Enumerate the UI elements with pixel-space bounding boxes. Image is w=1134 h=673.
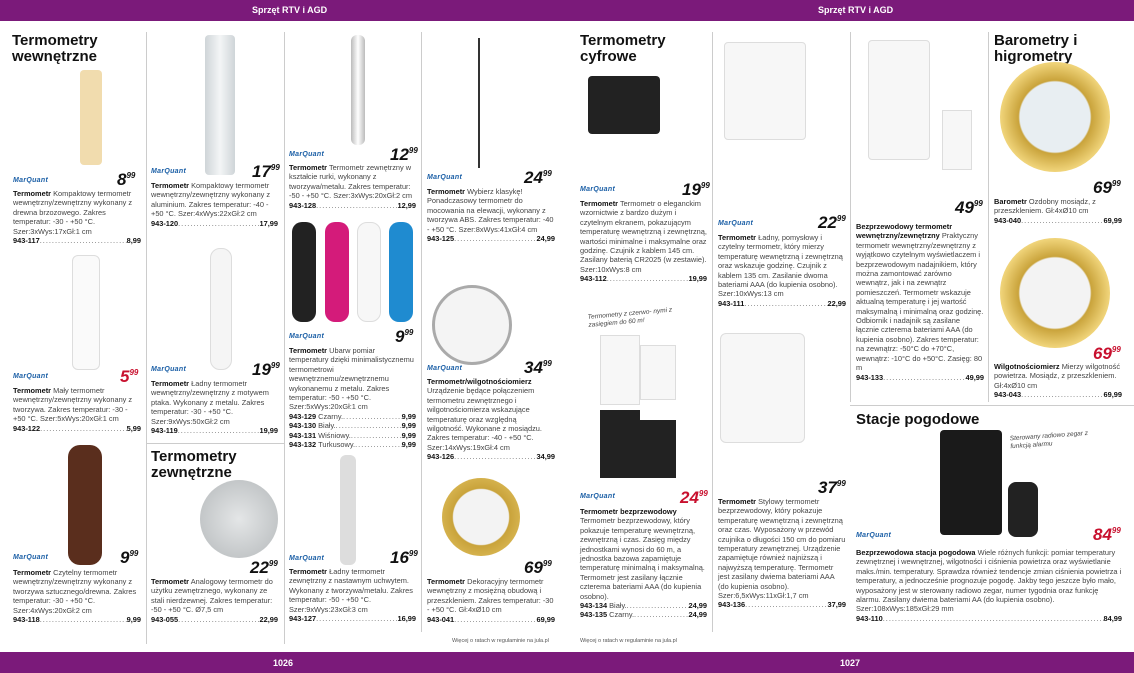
price-tag: $5^{99}$ [120, 367, 139, 386]
brand-logo: MarQuant [151, 168, 187, 175]
wireless-base-black-image [640, 420, 676, 478]
wireless-sensor-black-image [600, 410, 640, 478]
brand-logo: MarQuant [13, 177, 49, 184]
pink-thermometer-image [325, 222, 349, 322]
product-943-125: Termometr Wybierz klasykę! Ponadczasowy termometr do mocowania na elewacji, wykonany z tworzywa ABS. Zakres temperatur: -40 - +50 °C. Szer:8xWys:41xGł:4 cm 943-125 ..... 24,99 [427, 187, 555, 243]
price-row: 943-117 ..... 8,99 [13, 236, 141, 245]
price-tag: $49^{99}$ [955, 198, 983, 217]
bottom-banner [0, 652, 1134, 673]
price-row: 943-129 Czarny. ..... 9,99 [289, 412, 416, 421]
price-row: 943-119 ..... 19,99 [151, 426, 278, 435]
section-title-outdoor: Termometry zewnętrzne [151, 448, 237, 481]
price-tag: $19^{99}$ [682, 180, 710, 199]
price-tag: $84^{99}$ [1093, 525, 1121, 544]
section-divider [850, 405, 1134, 406]
price-tag: $24^{99}$ [524, 168, 552, 187]
brand-logo: MarQuant [289, 151, 325, 158]
price-tag: $37^{99}$ [818, 478, 846, 497]
category-header-right: Sprzęt RTV i AGD [818, 5, 894, 15]
product-943-111: Termometr Ładny, pomysłowy i czytelny termometr, który mierzy temperaturę wewnętrzną i zewnętrzną oraz wskazuje godzinę. Czujnik z kablem 135 cm. Zasilanie dwoma bateriami AAA (do kupienia osobno). Szer:10xWys:13 cm 943-111 ..... 22,99 [718, 233, 846, 308]
price-row: 943-120 ..... 17,99 [151, 219, 278, 228]
column-divider [146, 32, 147, 644]
product-943-127: Termometr Ładny termometr zewnętrzny z nastawnym uchwytem. Wykonany z tworzywa/metalu. Zakres temperatur: -50 - +50 °C. Szer:9xWys:23xGł:3 cm 943-127 ..... 16,99 [289, 567, 416, 623]
price-row: 943-111 ..... 22,99 [718, 299, 846, 308]
price-row: 943-118 ..... 9,99 [13, 615, 141, 624]
product-943-126: Termometr/wilgotnościomierz Urządzenie będące połączeniem termometru zewnętrznego i wilgotnościomierza wskazujące temperaturę oraz względną wilgotność. Wykonane z mosiądzu. Zakres temperatur: -40 - +50 °C. Szer:14xWys:19xGł:4 cm 943-126 ..... 34,99 [427, 377, 555, 462]
price-row: 943-110 ..... 84,99 [856, 614, 1122, 623]
price-tag: $9^{99}$ [120, 548, 139, 567]
product-943-129: Termometr Ubarw pomiar temperatury dzięki minimalistycznemu termometrowi wewnętrznemu/zewnętrznemu wykonanemu z metalu. Zakres temperatur: -50 - +50 °C. Szer:5xWys:20xGł:1 cm 943-129 Czarny. ..... 9,99 943-130 Biały. ..... 9,99 943-131 Wiśniowy. ..... 9,99 943-132 Turkusowy. ..... 9,99 [289, 346, 416, 449]
brand-logo: MarQuant [151, 366, 187, 373]
price-tag: $22^{99}$ [250, 558, 278, 577]
wood-frame-thermometer-image [68, 445, 102, 565]
price-tag: $34^{99}$ [524, 358, 552, 377]
small-thermometer-image [72, 255, 100, 370]
product-943-120: Termometr Kompaktowy termometr wewnętrzny/zewnętrzny wykonany z aluminium. Zakres temperatur: -40 - +50 °C. Szer:4xWys:22xGł:2 cm 943-120 ..... 17,99 [151, 181, 278, 228]
page-number-left: 1026 [273, 658, 294, 668]
brand-logo: MarQuant [13, 373, 49, 380]
price-row: 943-040 ..... 69,99 [994, 216, 1122, 225]
brand-logo: MarQuant [427, 174, 463, 181]
section-title-digital: Termometry cyfrowe [580, 32, 666, 65]
black-thermometer-image [292, 222, 316, 322]
price-row: 943-112 ..... 19,99 [580, 274, 707, 283]
wireless-indoor-outdoor-image [868, 40, 930, 160]
bird-thermometer-image [210, 248, 232, 370]
wooden-thermometer-image [80, 70, 102, 165]
page-number-right: 1027 [840, 658, 861, 668]
price-tag: $69^{99}$ [524, 558, 552, 577]
brand-logo: MarQuant [718, 220, 754, 227]
price-tag: $22^{99}$ [818, 213, 846, 232]
price-tag: $9^{99}$ [395, 327, 414, 346]
column-divider [988, 32, 989, 402]
product-943-110: Bezprzewodowa stacja pogodowa Wiele różnych funkcji: pomiar temperatury zewnętrznej i wewnętrznej, wilgotności i ciśnienia powietrza oraz wyświetlanie maks./min. temperatury. Sprawdza również tendencje zmian ciśnienia powietrza i temperatury, a jednocześnie prognozuje pogodę. Jakby tego jeszcze było mało, wyposażony jest w sterowany radiowo zegar, numer tygodnia oraz funkcję alarmu. Zasilany dwiema bateriami AA (do kupienia osobno). Szer:108xWys:185xGł:29 mm 943-110 ..... 84,99 [856, 548, 1122, 623]
price-row: 943-136 ..... 37,99 [718, 600, 846, 609]
tube-thermometer-image [351, 35, 365, 145]
price-row: 943-134 Biały. ..... 24,99 [580, 601, 707, 610]
brand-logo: MarQuant [289, 333, 325, 340]
product-943-128: Termometr Termometr zewnętrzny w kształcie rurki, wykonany z tworzywa/metalu. Zakres temperatur: -50 - +50 °C. Szer:3xWys:20xGł:2 cm 943-128 ..... 12,99 [289, 163, 416, 210]
brand-logo: MarQuant [580, 493, 616, 500]
price-tag: $16^{99}$ [390, 548, 418, 567]
product-943-119: Termometr Ładny termometr wewnętrzny/zewnętrzny z motywem ptaka. Wykonany z metalu. Zakres temperatur: -30 - +50 °C. Szer:9xWys:50xGł:2 cm 943-119 ..... 19,99 [151, 379, 278, 435]
price-tag: $19^{99}$ [252, 360, 280, 379]
turquoise-thermometer-image [389, 222, 413, 322]
digital-thermometer-black-image [588, 76, 660, 134]
white-thermometer-image [357, 222, 381, 322]
installments-footnote: Więcej o ratach w regulaminie na jula.pl [452, 638, 549, 644]
brand-logo: MarQuant [856, 532, 892, 539]
product-943-055: Termometr Analogowy termometr do użytku zewnętrznego, wykonany ze stali nierdzewnej. Zakres temperatur: -50 - +50 °C. Ø7,5 cm 943-055 ..... 22,99 [151, 577, 278, 624]
section-divider [146, 443, 284, 444]
price-row: 943-127 ..... 16,99 [289, 614, 416, 623]
price-row: 943-055 ..... 22,99 [151, 615, 278, 624]
price-row: 943-135 Czarny. ..... 24,99 [580, 610, 707, 619]
product-943-041: Termometr Dekoracyjny termometr wewnętrzny z mosiężną obudową i przeszkleniem. Zakres temperatur: -30 - +50 °C. Gł:4xØ10 cm 943-041 ..... 69,99 [427, 577, 555, 624]
product-943-040: Barometr Ozdobny mosiądz, z przeszkleniem. Gł:4xØ10 cm 943-040 ..... 69,99 [994, 197, 1122, 225]
column-divider [850, 32, 851, 402]
handwritten-note-clock: Sterowany radiowo zegar z funkcją alarmu [1009, 429, 1089, 451]
price-tag: $69^{99}$ [1093, 344, 1121, 363]
window-thermometer-image [340, 455, 356, 565]
weather-station-image [940, 430, 1002, 535]
price-tag: $12^{99}$ [390, 145, 418, 164]
product-943-134: Termometr bezprzewodowy Termometr bezprzewodowy, który pokazuje temperaturę wewnętrzną, zewnętrzną i czas. Zasięg między jednostkami wynosi do 60 m, a jednostka bazowa zapamiętuje temperaturę minimalną i maksymalną. Termometr jest zasilany łącznie czterema bateriami AAA (do kupienia osobno). 943-134 Biały. ..... 24,99 943-135 Czarny. ..... 24,99 [580, 507, 707, 620]
price-tag: $69^{99}$ [1093, 178, 1121, 197]
product-943-133: Bezprzewodowy termometr wewnętrzny/zewnętrzny Praktyczny termometr wewnętrzny/zewnętrzny z wyjątkowo czytelnym wyświetlaczem i bezprzewodowym nadajnikiem, który można zamontować zarówno wewnątrz, jak i na zewnątrz pomieszczeń. Termometr wskazuje aktualną temperaturę i jej wartość maksymalną i minimalną oraz godzinę. Odbiornik i nadajnik są zasilane łącznie czterema bateriami AAA (do kupienia osobno). Zakres temperatur: na zewnątrz: -50°C do +70°C, wewnątrz: -10°C do +50°C. Zasięg: 80 m 943-133 ..... 49,99 [856, 222, 984, 382]
column-divider [712, 32, 713, 632]
top-banner [0, 0, 1134, 21]
column-divider [284, 32, 285, 644]
product-943-043: Wilgotnościomierz Mierzy wilgotność powietrza. Mosiądz, z przeszkleniem. Gł:4xØ10 cm 943-043 ..... 69,99 [994, 362, 1122, 400]
price-row: 943-128 ..... 12,99 [289, 201, 416, 210]
wireless-transmitter-image [942, 110, 972, 170]
price-row: 943-122 ..... 5,99 [13, 424, 141, 433]
product-943-112: Termometr Termometr o eleganckim wzornictwie z bardzo dużym i czytelnym ekranem, pokazującym temperaturę wewnętrzną i zewnętrzną, wartości minimalne i maksymalne oraz godzinę. Czujnik z kablem 145 cm. Zasilany baterią CR2025 (w zestawie). Szer:10xWys:8 cm 943-112 ..... 19,99 [580, 199, 707, 284]
weather-sensor-image [1008, 482, 1038, 537]
section-title-barometers: Barometry i higrometry [994, 32, 1078, 65]
product-943-117: Termometr Kompaktowy termometr wewnętrzny/zewnętrzny wykonany z drewna brzozowego. Zakres temperatur: -30 - +50 °C. Szer:3xWys:17xGł:1 cm 943-117 ..... 8,99 [13, 189, 141, 245]
product-943-136: Termometr Stylowy termometr bezprzewodowy, który pokazuje temperaturę wewnętrzną i zewnętrzną oraz czas. Wyposażony w przewód czujnika o długości 150 cm do pomiaru temperatury zewnętrznej. Urządzenie zapamiętuje również najniższą i najwyższą temperaturę. Termometr jest zasilany dwiema bateriami AAA (do kupienia osobno). Szer:6,5xWys:11xGł:1,7 cm 943-136 ..... 37,99 [718, 497, 846, 610]
wireless-sensor-white-image [600, 335, 640, 405]
brand-logo: MarQuant [427, 365, 463, 372]
price-tag: $24^{99}$ [680, 488, 708, 507]
price-row: 943-131 Wiśniowy. ..... 9,99 [289, 431, 416, 440]
product-943-122: Termometr Mały termometr wewnętrzny/zewnętrzny wykonany z tworzywa. Zakres temperatur: -30 - +50 °C. Szer:5xWys:20xGł:1 cm 943-122 ..... 5,99 [13, 386, 141, 433]
hygrometer-brass-image [1000, 238, 1110, 348]
price-row: 943-125 ..... 24,99 [427, 234, 555, 243]
hygrometer-image [432, 285, 512, 365]
stylish-thermometer-image [720, 333, 805, 443]
price-row: 943-126 ..... 34,99 [427, 452, 555, 461]
price-row: 943-043 ..... 69,99 [994, 390, 1122, 399]
brass-thermometer-image [442, 478, 520, 556]
abs-thermometer-image [478, 38, 508, 168]
digital-thermometer-white-image [724, 42, 806, 140]
price-row: 943-041 ..... 69,99 [427, 615, 555, 624]
price-tag: $8^{99}$ [117, 170, 136, 189]
price-row: 943-133 ..... 49,99 [856, 373, 984, 382]
handwritten-note-range: Termometry z czerwo- nymi z zasięgiem do 60 m! [587, 306, 673, 329]
wireless-base-white-image [640, 345, 676, 400]
price-tag: $17^{99}$ [252, 162, 280, 181]
section-title-weather-stations: Stacje pogodowe [856, 411, 980, 428]
aluminium-thermometer-image [205, 35, 235, 175]
dial-thermometer-image [200, 480, 278, 558]
installments-footnote: Więcej o ratach w regulaminie na jula.pl [580, 638, 677, 644]
price-row: 943-132 Turkusowy. ..... 9,99 [289, 440, 416, 449]
price-row: 943-130 Biały. ..... 9,99 [289, 421, 416, 430]
barometer-image [1000, 62, 1110, 172]
brand-logo: MarQuant [289, 555, 325, 562]
column-divider [421, 32, 422, 632]
product-943-118: Termometr Czytelny termometr wewnętrzny/zewnętrzny wykonany z tworzywa sztucznego/drewna. Zakres temperatur: -30 - +50 °C. Szer:4xWys:20xGł:2 cm 943-118 ..... 9,99 [13, 568, 141, 624]
category-header-left: Sprzęt RTV i AGD [252, 5, 328, 15]
brand-logo: MarQuant [580, 186, 616, 193]
section-title-indoor: Termometry wewnętrzne [12, 32, 98, 65]
brand-logo: MarQuant [13, 554, 49, 561]
